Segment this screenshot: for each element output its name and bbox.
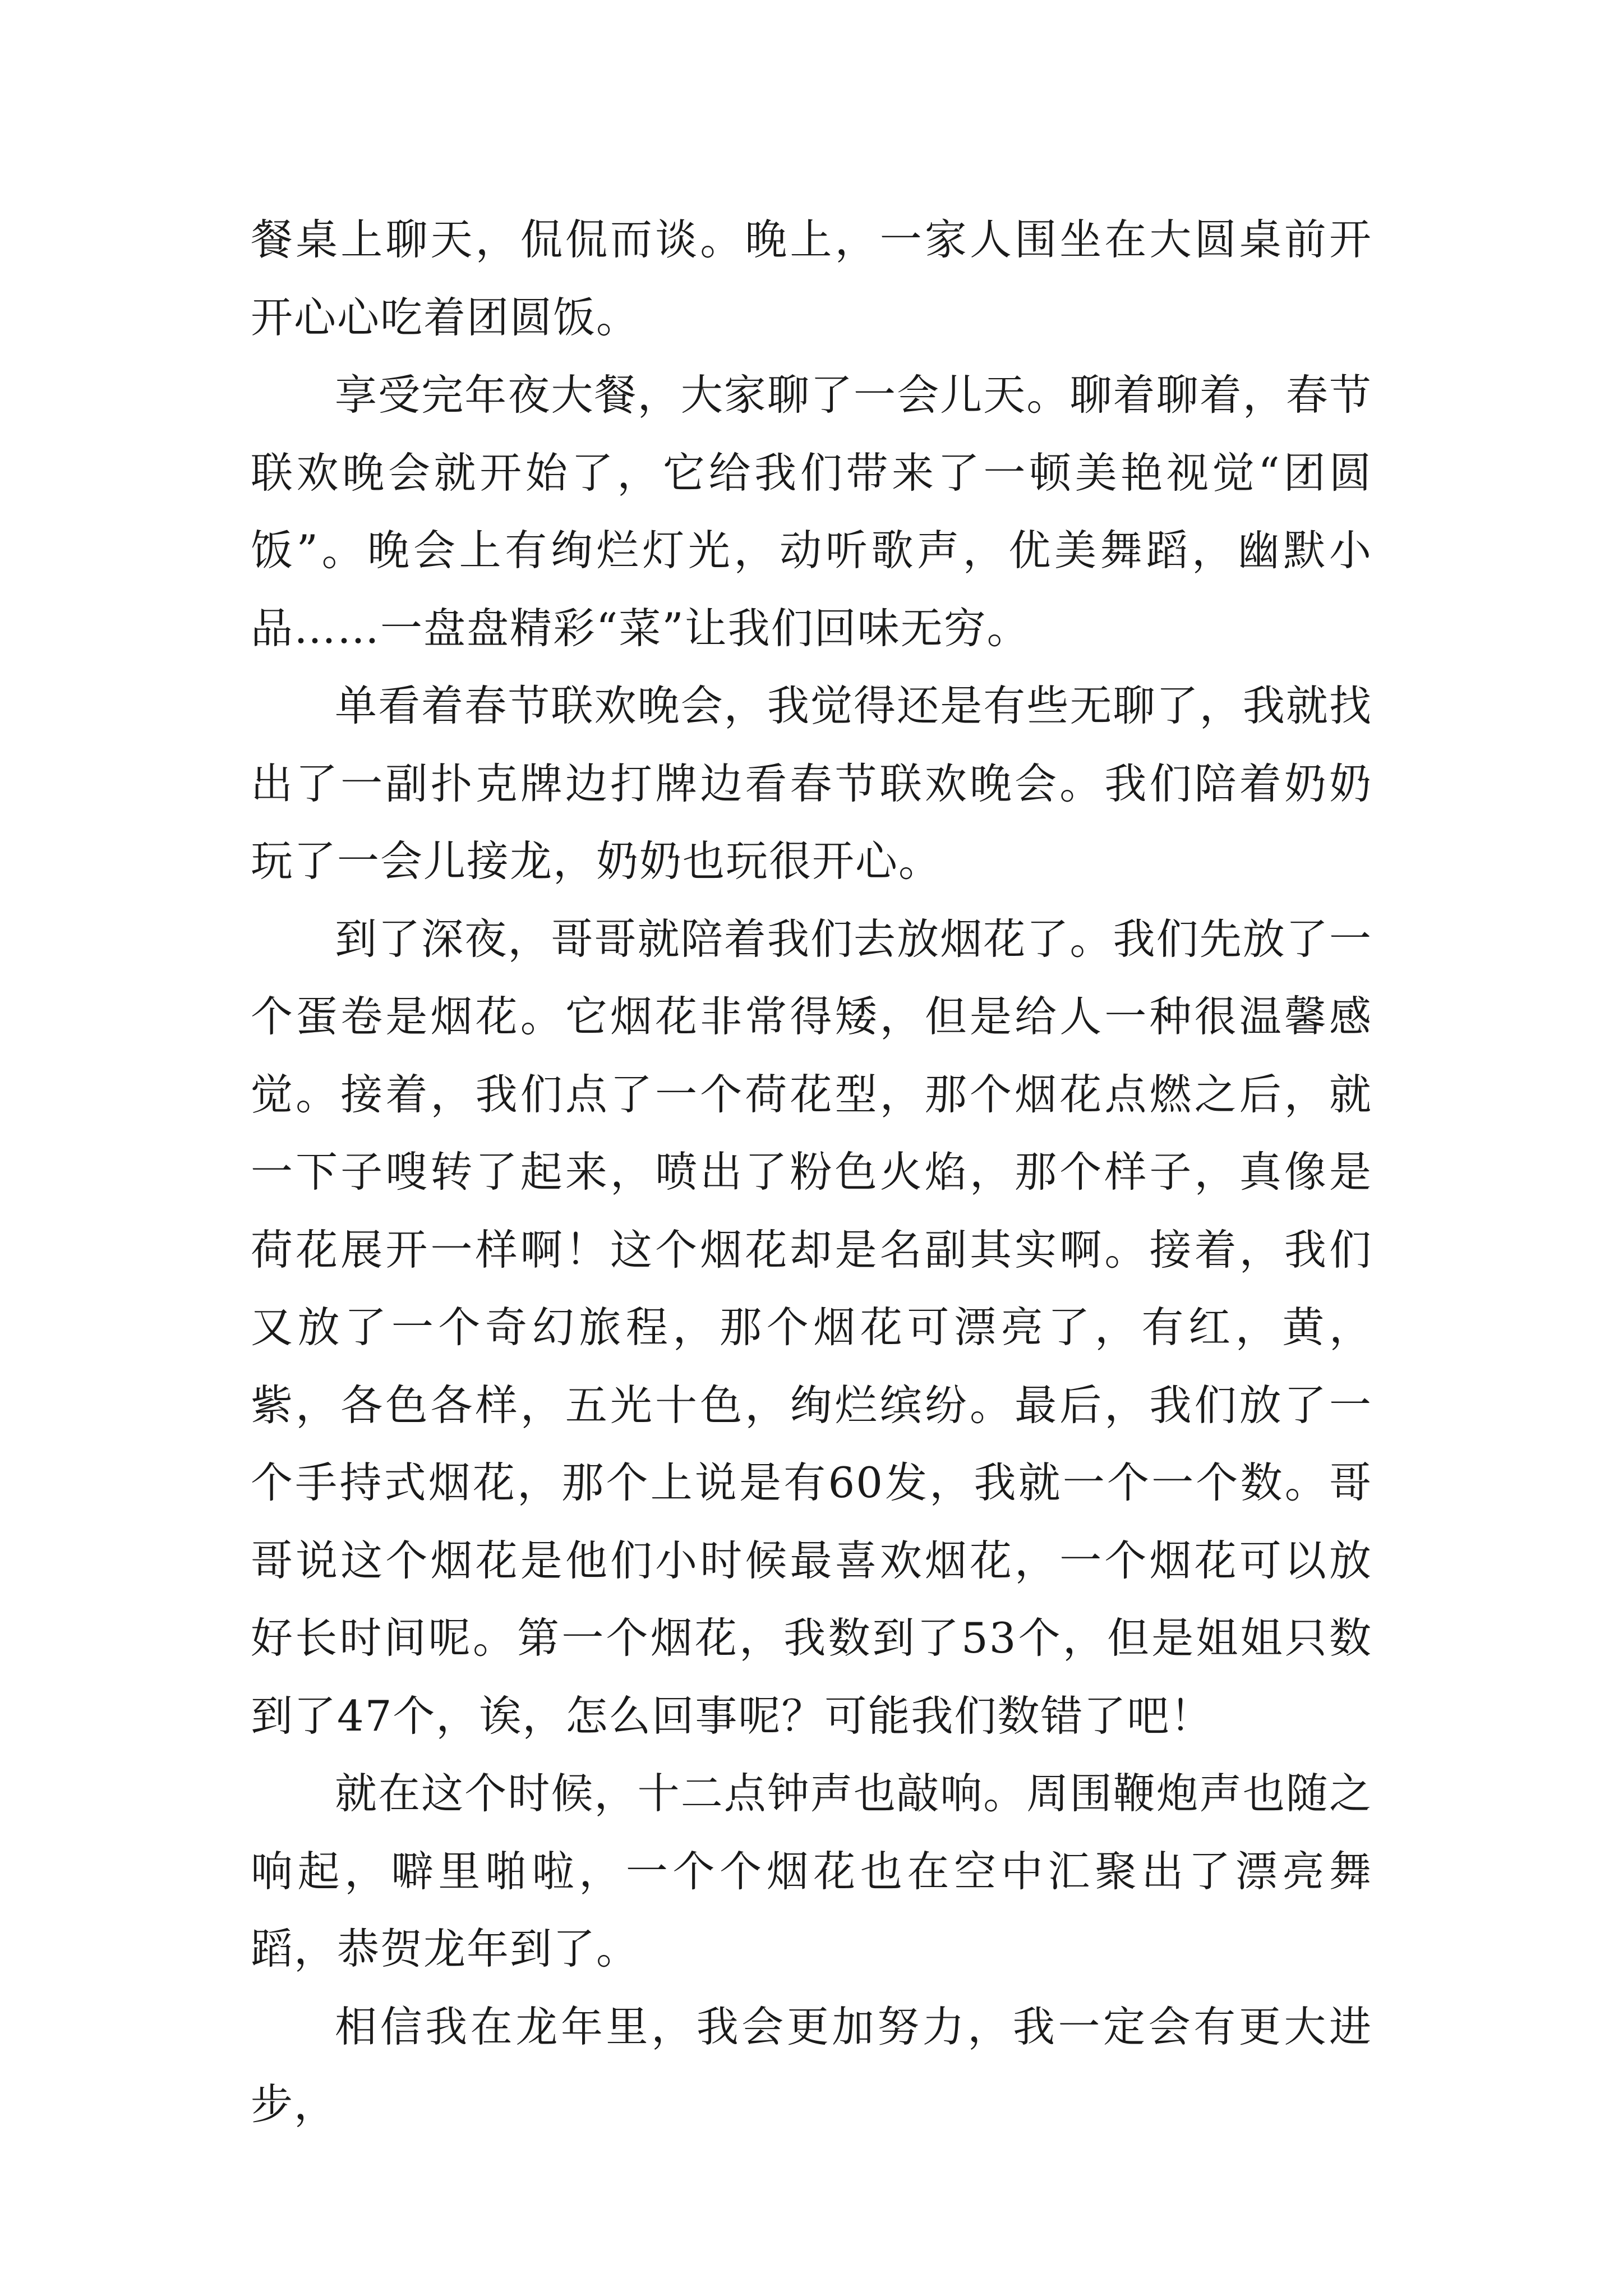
paragraph-5: 就在这个时候，十二点钟声也敲响。周围鞭炮声也随之响起，噼里啪啦，一个个烟花也在空中汇聚出了漂亮舞蹈，恭贺龙年到了。: [251, 1769, 1372, 1973]
paragraph-2: 享受完年夜大餐，大家聊了一会儿天。聊着聊着，春节联欢晚会就开始了，它给我们带来了一顿美艳视觉“团圆饭”。晚会上有绚烂灯光，动听歌声，优美舞蹈，幽默小品……一盘盘精彩“菜”让我们回味无穷。: [251, 370, 1372, 653]
paragraph-3: 单看着春节联欢晚会，我觉得还是有些无聊了，我就找出了一副扑克牌边打牌边看春节联欢晚会。我们陪着奶奶玩了一会儿接龙，奶奶也玩很开心。: [251, 681, 1372, 886]
paragraph-4: 到了深夜，哥哥就陪着我们去放烟花了。我们先放了一个蛋卷是烟花。它烟花非常得矮，但是给人一种很温馨感觉。接着，我们点了一个荷花型，那个烟花点燃之后，就一下子嗖转了起来，喷出了粉色火焰，那个样子，真像是荷花展开一样啊！这个烟花却是名副其实啊。接着，我们又放了一个奇幻旅程，那个烟花可漂亮了，有红，黄，紫，各色各样，五光十色，绚烂缤纷。最后，我们放了一个手持式烟花，那个上说是有60发，我就一个一个数。哥哥说这个烟花是他们小时候最喜欢烟花，一个烟花可以放好长时间呢。第一个烟花，我数到了53个，但是姐姐只数到了47个，诶，怎么回事呢？可能我们数错了吧！: [251, 914, 1372, 1741]
document-body: [251, 201, 1372, 2143]
paragraph-6: 相信我在龙年里，我会更加努力，我一定会有更大进步，: [251, 2001, 1372, 2129]
paragraph-1: 餐桌上聊天，侃侃而谈。晚上，一家人围坐在大圆桌前开开心心吃着团圆饭。: [251, 215, 1372, 342]
